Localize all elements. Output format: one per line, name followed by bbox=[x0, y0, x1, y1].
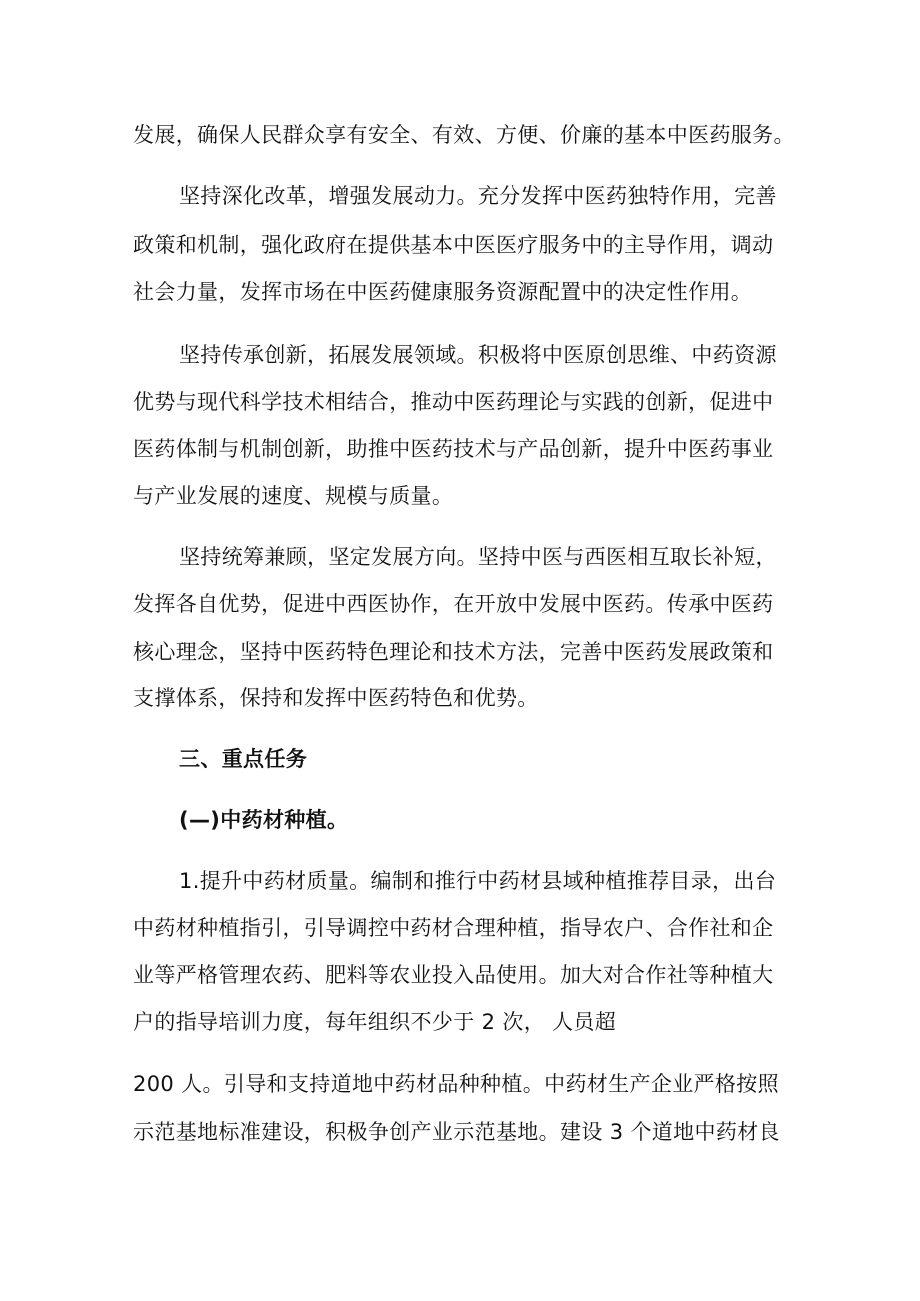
paragraph-line: 政策和机制，强化政府在提供基本中医医疗服务中的主导作用，调动 bbox=[133, 233, 774, 257]
paragraph-line: 发挥各自优势，促进中西医协作，在开放中发展中医药。传承中医药 bbox=[133, 592, 774, 616]
paragraph-line: 坚持统筹兼顾，坚定发展方向。坚持中医与西医相互取长补短， bbox=[179, 545, 777, 569]
subsection-heading: (—)中药材种植。 bbox=[179, 808, 349, 832]
paragraph-line: 与产业发展的速度、规模与质量。 bbox=[133, 484, 454, 508]
paragraph-line: 核心理念，坚持中医药特色理论和技术方法，完善中医药发展政策和 bbox=[133, 640, 774, 664]
paragraph-line: 户的指导培训力度，每年组织不少于 2 次， 人员超 bbox=[133, 1010, 617, 1034]
paragraph-line: 支撑体系，保持和发挥中医药特色和优势。 bbox=[133, 686, 539, 710]
paragraph-line: 优势与现代科学技术相结合，推动中医药理论与实践的创新，促进中 bbox=[133, 390, 774, 414]
section-heading: 三、重点任务 bbox=[179, 747, 308, 771]
paragraph-line: 中药材种植指引，引导调控中药材合理种植，指导农户、合作社和企 bbox=[133, 916, 774, 940]
paragraph-line: 坚持传承创新，拓展发展领域。积极将中医原创思维、中药资源 bbox=[179, 343, 777, 367]
paragraph-line: 示范基地标准建设，积极争创产业示范基地。建设 3 个道地中药材良 bbox=[133, 1120, 780, 1144]
paragraph-line: 1.提升中药材质量。编制和推行中药材县域种植推荐目录，出台 bbox=[179, 869, 777, 893]
paragraph-line: 坚持深化改革，增强发展动力。充分发挥中医药独特作用，完善 bbox=[179, 184, 777, 208]
paragraph-line: 医药体制与机制创新，助推中医药技术与产品创新，提升中医药事业 bbox=[133, 437, 774, 461]
paragraph-line: 200 人。引导和支持道地中药材品种种植。中药材生产企业严格按照 bbox=[133, 1072, 779, 1096]
paragraph-line: 业等严格管理农药、肥料等农业投入品使用。加大对合作社等种植大 bbox=[133, 963, 774, 987]
paragraph-line: 发展，确保人民群众享有安全、有效、方便、价廉的基本中医药服务。 bbox=[133, 123, 795, 147]
paragraph-line: 社会力量，发挥市场在中医药健康服务资源配置中的决定性作用。 bbox=[133, 280, 753, 304]
